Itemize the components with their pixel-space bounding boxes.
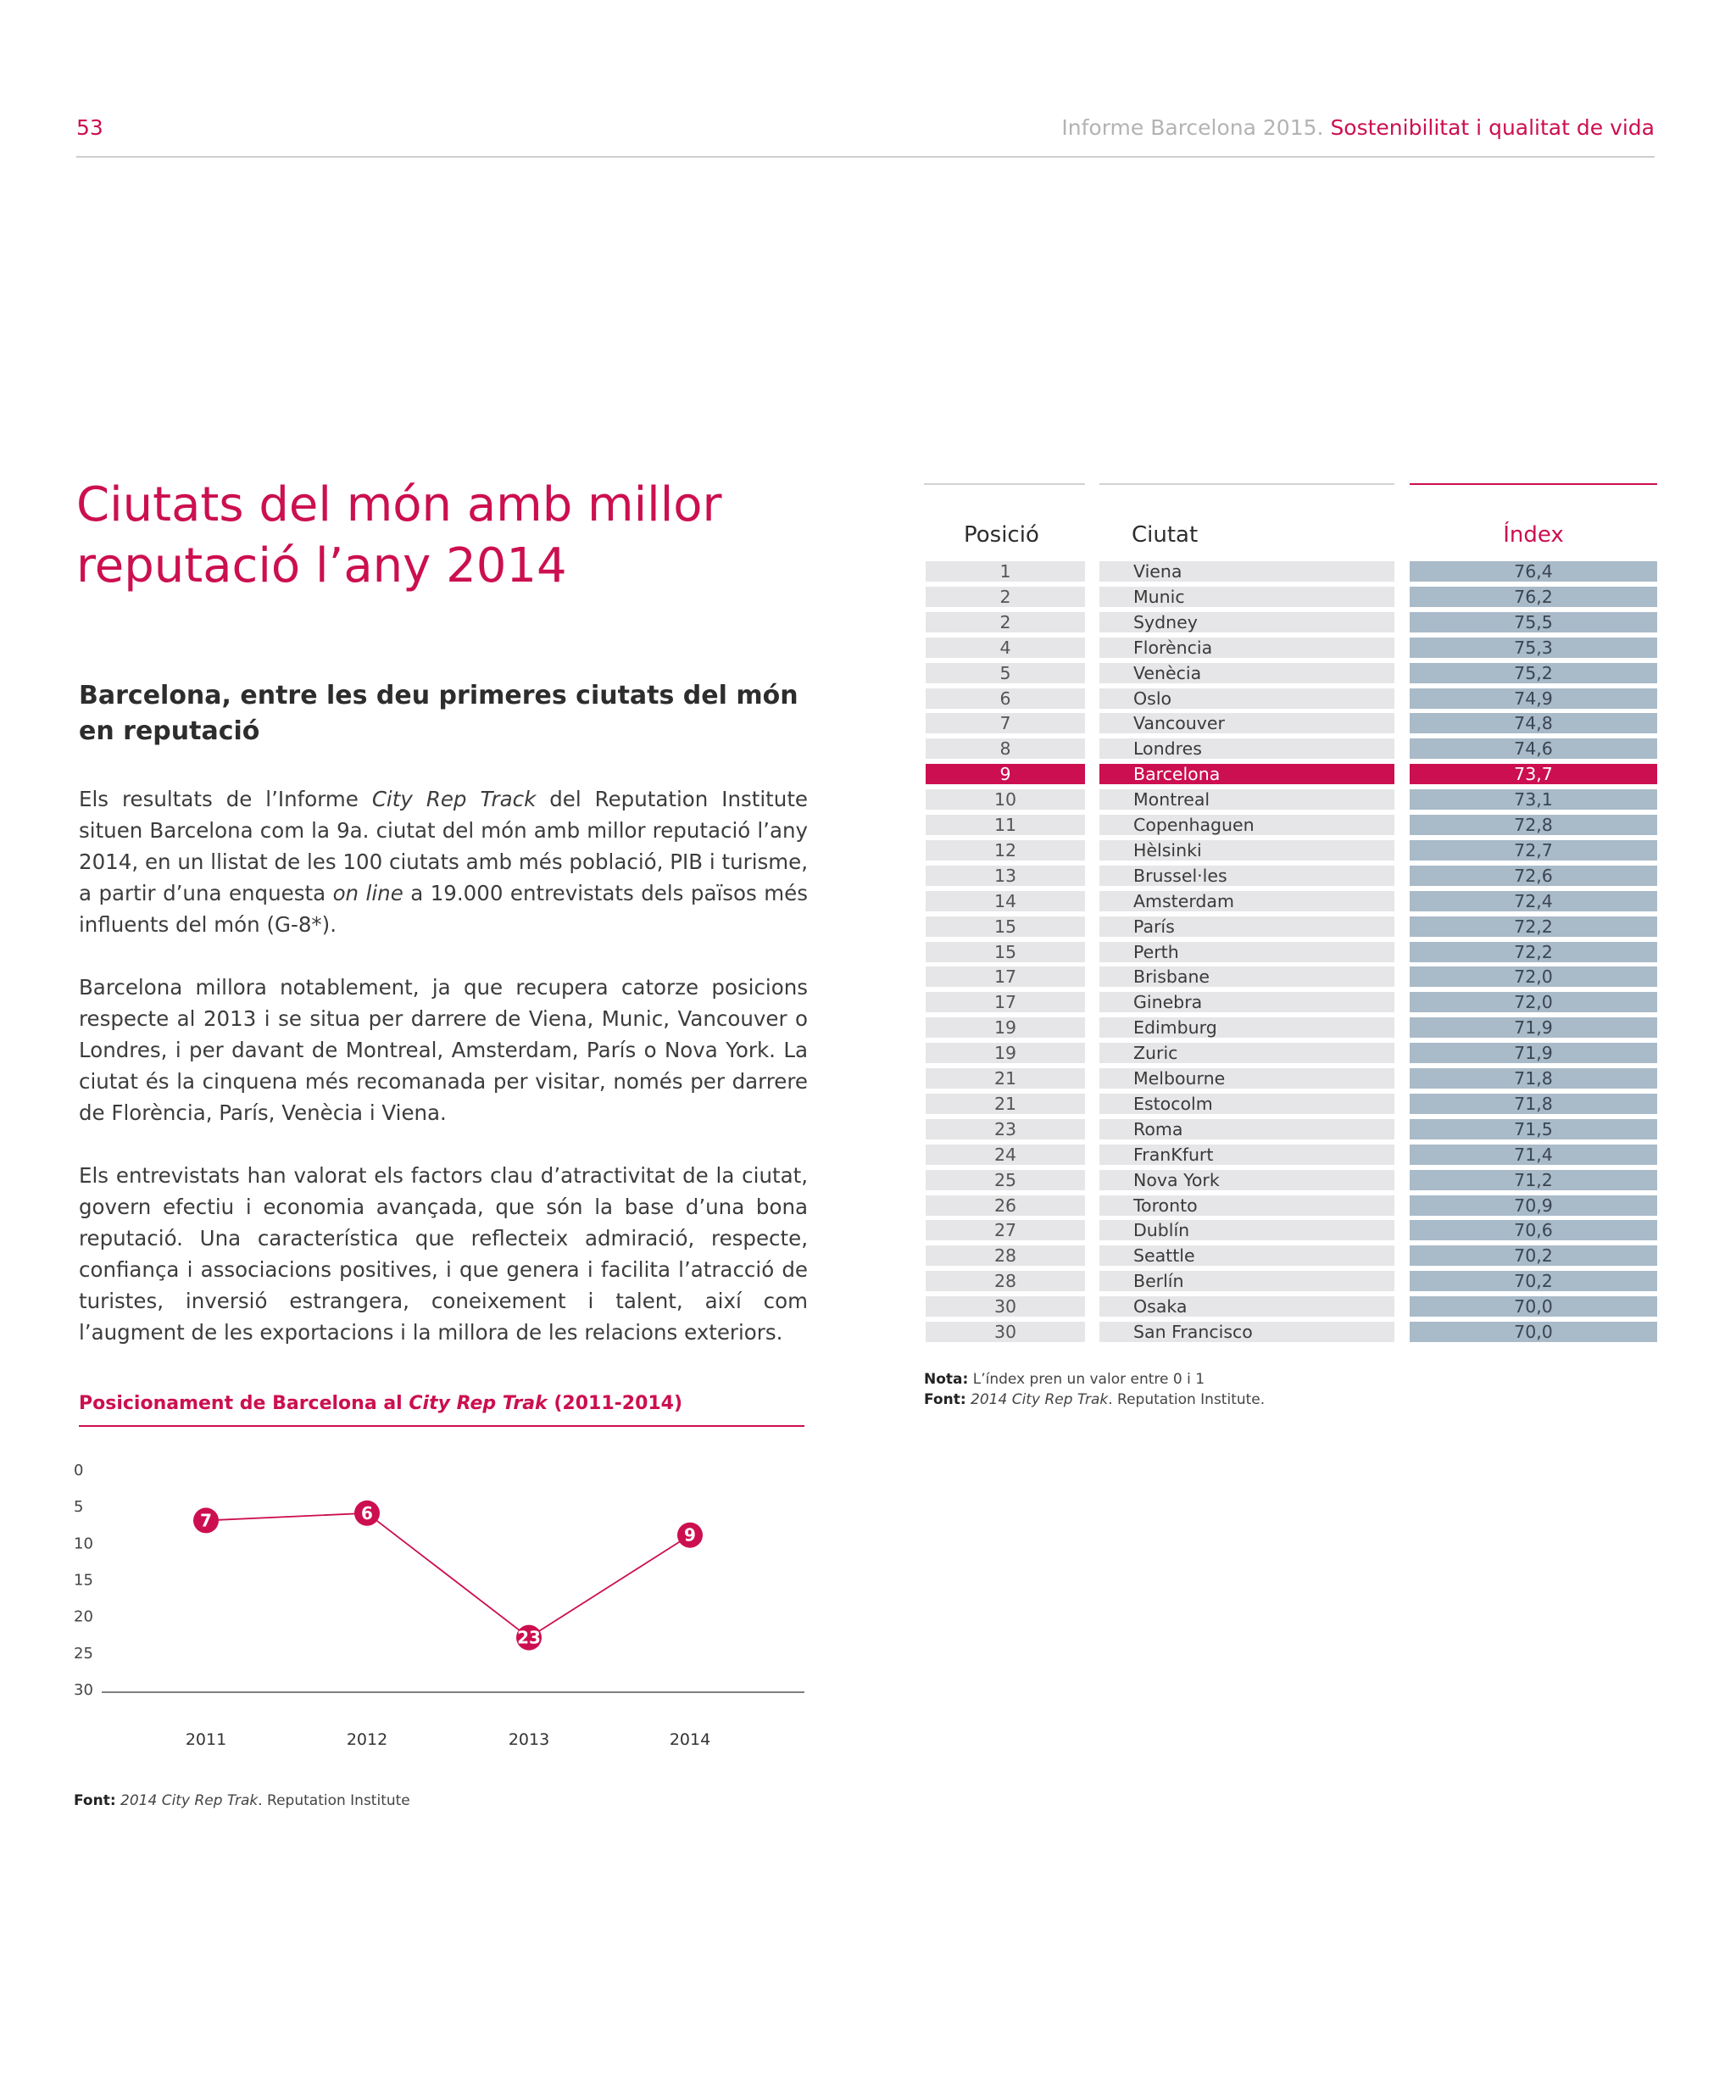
row-city: Vancouver xyxy=(1133,713,1225,734)
row-index: 74,6 xyxy=(1410,738,1657,759)
row-position: 12 xyxy=(926,840,1085,861)
city-column-rule xyxy=(1099,483,1394,485)
row-city: Edimburg xyxy=(1133,1017,1217,1039)
note-label: Nota: xyxy=(924,1371,969,1388)
row-position: 2 xyxy=(926,587,1085,607)
row-position: 10 xyxy=(926,789,1085,810)
report-header xyxy=(1061,115,1655,140)
y-tick-label: 5 xyxy=(74,1498,84,1517)
x-tick-label: 2012 xyxy=(346,1730,388,1749)
data-label: 9 xyxy=(684,1524,696,1546)
table-row xyxy=(926,789,1657,810)
row-index: 71,8 xyxy=(1410,1094,1657,1114)
table-note xyxy=(924,1369,1265,1410)
row-index: 72,0 xyxy=(1410,966,1657,987)
row-index: 74,9 xyxy=(1410,688,1657,709)
row-index: 70,0 xyxy=(1410,1296,1657,1317)
row-city: Osaka xyxy=(1133,1296,1188,1317)
row-city-cell xyxy=(1099,891,1394,911)
table-row xyxy=(926,1170,1657,1190)
row-city-cell xyxy=(1099,942,1394,962)
row-index: 71,2 xyxy=(1410,1170,1657,1190)
row-position: 14 xyxy=(926,891,1085,911)
table-source-title: 2014 City Rep Trak xyxy=(971,1391,1109,1408)
row-city-cell xyxy=(1099,1322,1394,1342)
table-row xyxy=(926,916,1657,937)
table-row xyxy=(926,1296,1657,1317)
table-source-label: Font: xyxy=(924,1391,966,1408)
row-city: Londres xyxy=(1133,738,1202,760)
paragraph-1-report-name: City Rep Track xyxy=(371,787,537,811)
row-position: 11 xyxy=(926,815,1085,835)
row-city: Melbourne xyxy=(1133,1068,1226,1089)
row-city: Brisbane xyxy=(1133,966,1210,988)
row-city: Zuric xyxy=(1133,1043,1178,1064)
row-position: 24 xyxy=(926,1145,1085,1165)
row-city-cell xyxy=(1099,789,1394,810)
table-row xyxy=(926,1220,1657,1240)
row-city: Barcelona xyxy=(1133,764,1221,785)
row-city: Dublín xyxy=(1133,1220,1190,1241)
row-position: 30 xyxy=(926,1296,1085,1317)
row-index: 72,0 xyxy=(1410,992,1657,1012)
row-position: 28 xyxy=(926,1245,1085,1266)
row-city: Sydney xyxy=(1133,611,1198,632)
table-row xyxy=(926,942,1657,962)
report-section: Sostenibilitat i qualitat de vida xyxy=(1330,115,1655,140)
row-index: 70,0 xyxy=(1410,1322,1657,1342)
row-city-cell xyxy=(1099,713,1394,733)
table-source-line xyxy=(924,1390,1265,1410)
row-index: 73,7 xyxy=(1410,764,1657,784)
city-column-header: Ciutat xyxy=(1132,522,1199,548)
table-row xyxy=(926,1322,1657,1342)
article-subtitle: Barcelona, entre les deu primeres ciutats del món en reputació xyxy=(79,681,798,746)
chart-title-b: City Rep Trak xyxy=(409,1393,548,1414)
table-row xyxy=(926,1195,1657,1216)
row-city-cell xyxy=(1099,1068,1394,1089)
row-city: Perth xyxy=(1133,941,1179,962)
paragraph-1-online: on line xyxy=(332,881,403,905)
row-city: Brussel·les xyxy=(1133,865,1227,886)
row-index: 72,6 xyxy=(1410,866,1657,886)
y-tick-label: 25 xyxy=(74,1644,93,1663)
row-position: 17 xyxy=(926,966,1085,987)
row-city: Venècia xyxy=(1133,662,1202,683)
ranking-line-chart xyxy=(51,1441,814,1763)
row-position: 5 xyxy=(926,663,1085,683)
table-row xyxy=(926,688,1657,709)
chart-source-label: Font: xyxy=(74,1792,116,1809)
table-row xyxy=(926,891,1657,911)
table-row xyxy=(926,1068,1657,1089)
row-city: Hèlsinki xyxy=(1133,839,1202,861)
row-index: 72,2 xyxy=(1410,942,1657,962)
row-city-cell xyxy=(1099,1094,1394,1114)
table-row xyxy=(926,1017,1657,1038)
row-index: 74,8 xyxy=(1410,713,1657,733)
table-row xyxy=(926,738,1657,759)
row-city: Oslo xyxy=(1133,688,1172,709)
row-index: 73,1 xyxy=(1410,789,1657,810)
row-city-cell xyxy=(1099,1245,1394,1266)
row-position: 23 xyxy=(926,1119,1085,1139)
table-source-rest: . Reputation Institute. xyxy=(1108,1391,1266,1408)
report-title: Informe Barcelona 2015. xyxy=(1061,115,1324,140)
row-city: Munic xyxy=(1133,586,1185,607)
table-row xyxy=(926,1043,1657,1063)
data-label: 6 xyxy=(361,1502,373,1523)
row-index: 72,2 xyxy=(1410,916,1657,937)
row-index: 72,4 xyxy=(1410,891,1657,911)
row-city: Copenhaguen xyxy=(1133,815,1255,835)
row-city-cell xyxy=(1099,561,1394,582)
row-city-cell xyxy=(1099,992,1394,1012)
row-position: 1 xyxy=(926,561,1085,582)
chart-title-a: Posicionament de Barcelona al xyxy=(79,1393,409,1414)
row-position: 2 xyxy=(926,612,1085,632)
table-row xyxy=(926,866,1657,886)
row-city-cell xyxy=(1099,1170,1394,1190)
row-position: 6 xyxy=(926,688,1085,709)
chart-title xyxy=(79,1393,682,1414)
row-city: Florència xyxy=(1133,637,1213,658)
table-row-highlighted xyxy=(926,764,1657,784)
y-tick-label: 0 xyxy=(74,1462,84,1479)
table-row xyxy=(926,1145,1657,1165)
x-tick-label: 2014 xyxy=(669,1730,711,1749)
header-divider xyxy=(76,156,1655,158)
row-index: 71,4 xyxy=(1410,1145,1657,1165)
table-row xyxy=(926,663,1657,683)
row-index: 71,9 xyxy=(1410,1017,1657,1038)
row-city: Estocolm xyxy=(1133,1093,1213,1114)
series-line xyxy=(206,1513,690,1638)
row-city: Toronto xyxy=(1133,1195,1198,1216)
table-row xyxy=(926,815,1657,835)
table-row xyxy=(926,713,1657,733)
index-column-header: Índex xyxy=(1503,522,1564,548)
chart-title-rule xyxy=(79,1425,804,1427)
row-position: 27 xyxy=(926,1220,1085,1240)
row-position: 19 xyxy=(926,1043,1085,1063)
table-row xyxy=(926,587,1657,607)
chart-source-title: 2014 City Rep Trak xyxy=(120,1792,259,1809)
row-index: 71,8 xyxy=(1410,1068,1657,1089)
row-city-cell xyxy=(1099,612,1394,632)
row-city: Berlín xyxy=(1133,1271,1184,1292)
row-position: 19 xyxy=(926,1017,1085,1038)
row-city-cell xyxy=(1099,1195,1394,1216)
row-position: 13 xyxy=(926,866,1085,886)
table-row xyxy=(926,1094,1657,1114)
page-title: Ciutats del món amb millor reputació l’any 2014 xyxy=(76,477,722,593)
row-index: 75,3 xyxy=(1410,638,1657,658)
row-position: 15 xyxy=(926,916,1085,937)
table-row xyxy=(926,840,1657,861)
row-position: 4 xyxy=(926,638,1085,658)
row-position: 17 xyxy=(926,992,1085,1012)
row-city-cell xyxy=(1099,688,1394,709)
x-tick-label: 2011 xyxy=(185,1730,227,1749)
paragraph-3: Els entrevistats han valorat els factors clau d’atractivitat de la ciutat, govern efectiu i economia avançada, que són la base d’una bona reputació. Una característica que reflecteix admiració, respecte, confiança i associacions positives, i que genera i facilita l’atracció de turistes, inversió estrangera, coneixement i talent, així com l’augment de les exportacions i la millora de les relacions exteriors. xyxy=(79,1163,808,1345)
row-city-cell xyxy=(1099,1296,1394,1317)
row-position: 21 xyxy=(926,1068,1085,1089)
index-column-rule xyxy=(1410,483,1657,485)
x-tick-label: 2013 xyxy=(508,1730,550,1749)
row-position: 15 xyxy=(926,942,1085,962)
row-city-cell xyxy=(1099,1119,1394,1139)
table-row xyxy=(926,1119,1657,1139)
row-index: 75,2 xyxy=(1410,663,1657,683)
y-tick-label: 10 xyxy=(74,1535,93,1553)
row-index: 71,9 xyxy=(1410,1043,1657,1063)
row-city: Seattle xyxy=(1133,1245,1195,1267)
position-column-rule xyxy=(924,483,1085,485)
chart-source-rest: . Reputation Institute xyxy=(258,1792,410,1809)
row-city-cell xyxy=(1099,815,1394,835)
y-tick-label: 30 xyxy=(74,1681,93,1699)
row-position: 30 xyxy=(926,1322,1085,1342)
row-city-cell xyxy=(1099,916,1394,937)
row-index: 70,9 xyxy=(1410,1195,1657,1216)
row-index: 75,5 xyxy=(1410,612,1657,632)
chart-source xyxy=(74,1792,410,1809)
row-index: 70,2 xyxy=(1410,1245,1657,1266)
row-city-cell xyxy=(1099,866,1394,886)
row-index: 70,6 xyxy=(1410,1220,1657,1240)
row-city-cell xyxy=(1099,840,1394,861)
data-label: 23 xyxy=(517,1627,541,1648)
row-city: Montreal xyxy=(1133,789,1210,810)
row-city: Nova York xyxy=(1133,1169,1220,1190)
row-city: San Francisco xyxy=(1133,1322,1253,1342)
table-row xyxy=(926,638,1657,658)
paragraph-1-text-a: Els resultats de l’Informe xyxy=(79,787,372,811)
paragraph-1-text-c: del Reputation Institute situen Barcelona com la 9a. ciutat del món amb millor reputació l’any 2014, en un llistat de les 100 ciutats amb més població, PIB i turisme, a partir d’una enquesta xyxy=(79,787,808,905)
row-city: Ginebra xyxy=(1133,992,1203,1013)
row-city-cell xyxy=(1099,1043,1394,1063)
table-row xyxy=(926,1271,1657,1291)
chart-title-c: (2011-2014) xyxy=(547,1393,683,1414)
y-tick-label: 20 xyxy=(74,1607,93,1626)
row-position: 9 xyxy=(926,764,1085,784)
data-label: 7 xyxy=(200,1510,212,1531)
row-city: Roma xyxy=(1133,1118,1183,1139)
row-city-cell xyxy=(1099,663,1394,683)
table-row xyxy=(926,992,1657,1012)
row-city-cell xyxy=(1099,1145,1394,1165)
row-index: 72,8 xyxy=(1410,815,1657,835)
paragraph-1 xyxy=(79,783,808,940)
paragraph-1-text-e: a 19.000 entrevistats dels països més influents del món (G-8*). xyxy=(79,881,808,937)
note-line xyxy=(924,1369,1265,1390)
table-row xyxy=(926,612,1657,632)
row-city-cell xyxy=(1099,1271,1394,1291)
y-tick-label: 15 xyxy=(74,1571,93,1590)
row-city-cell xyxy=(1099,587,1394,607)
row-index: 72,7 xyxy=(1410,840,1657,861)
row-position: 25 xyxy=(926,1170,1085,1190)
row-city: Viena xyxy=(1133,561,1182,582)
note-text: L’índex pren un valor entre 0 i 1 xyxy=(968,1371,1205,1388)
row-index: 70,2 xyxy=(1410,1271,1657,1291)
row-index: 76,2 xyxy=(1410,587,1657,607)
row-position: 21 xyxy=(926,1094,1085,1114)
row-position: 26 xyxy=(926,1195,1085,1216)
row-city-cell xyxy=(1099,764,1394,784)
row-city-cell xyxy=(1099,966,1394,987)
row-city-cell xyxy=(1099,738,1394,759)
row-city: Amsterdam xyxy=(1133,890,1234,911)
table-row xyxy=(926,561,1657,582)
row-city: París xyxy=(1133,916,1175,937)
row-position: 7 xyxy=(926,713,1085,733)
row-city-cell xyxy=(1099,1017,1394,1038)
row-city: FranKfurt xyxy=(1133,1144,1214,1165)
table-row xyxy=(926,1245,1657,1266)
row-city-cell xyxy=(1099,638,1394,658)
row-position: 8 xyxy=(926,738,1085,759)
row-position: 28 xyxy=(926,1271,1085,1291)
table-row xyxy=(926,966,1657,987)
page-number: 53 xyxy=(76,115,103,140)
row-index: 71,5 xyxy=(1410,1119,1657,1139)
paragraph-2: Barcelona millora notablement, ja que recupera catorze posicions respecte al 2013 i se situa per darrere de Viena, Munic, Vancouver o Londres, i per davant de Montreal, Amsterdam, París o Nova York. La ciutat és la cinquena més recomanada per visitar, només per darrere de Florència, París, Venècia i Viena. xyxy=(79,975,808,1125)
position-column-header: Posició xyxy=(964,522,1039,548)
row-city-cell xyxy=(1099,1220,1394,1240)
row-index: 76,4 xyxy=(1410,561,1657,582)
